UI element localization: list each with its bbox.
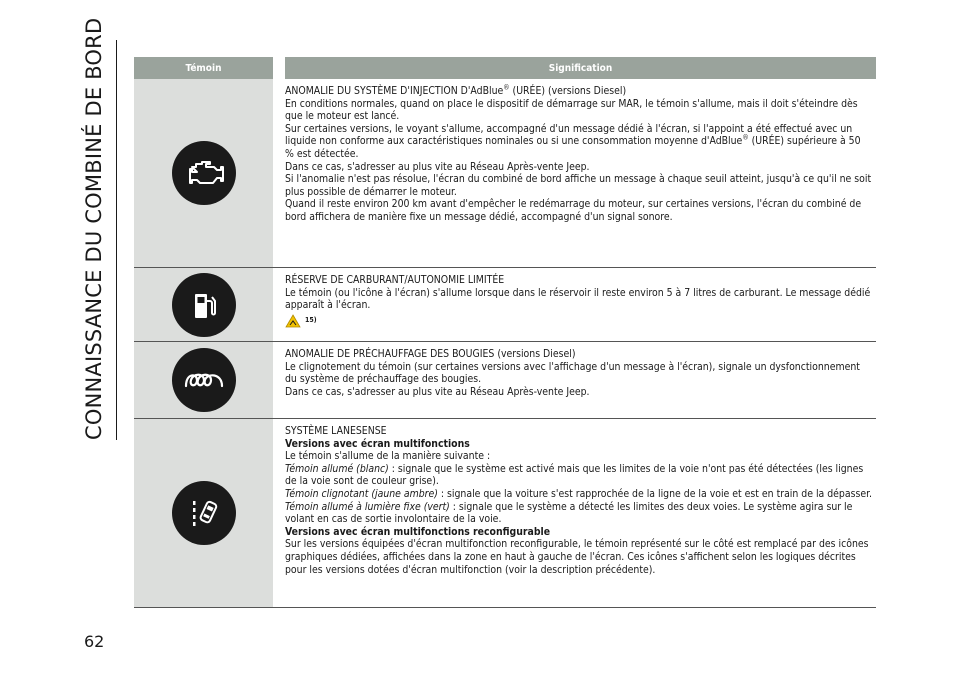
warning-lights-table (134, 57, 876, 608)
paragraph: Sur les versions équipées d'écran multifonction reconfigurable, le témoin représenté sur le côté est remplacé par des icônes graphiques dédiées, affichées dans la zone en haut à gauche de l'écran. Ces icônes s'affichent selon les logiques décrites pour les versions dotées d'écran multifonction (voir la description précédente). (285, 538, 869, 576)
row-title: ANOMALIE DE PRÉCHAUFFAGE DES BOUGIES (versions Diesel) (285, 348, 576, 360)
description-cell (285, 342, 876, 418)
section-title-text: CONNAISSANCE DU COMBINÉ DE BORD (82, 17, 106, 440)
paragraph: Témoin clignotant (jaune ambre) : signale que la voiture s'est rapprochée de la ligne de la voie et est en train de la dépasser. (285, 487, 872, 500)
table-row (134, 342, 876, 419)
header-signification: Signification (285, 57, 876, 79)
glow-plug-icon (172, 348, 236, 412)
row-title: RÉSERVE DE CARBURANT/AUTONOMIE LIMITÉE (285, 274, 505, 286)
paragraph: Le témoin (ou l'icône à l'écran) s'allume lorsque dans le réservoir il reste environ 5 à 7 litres de carburant. Le message dédié apparaît à l'écran. (285, 286, 871, 312)
icon-cell (134, 79, 273, 267)
table-header (134, 57, 876, 79)
icon-cell (134, 342, 273, 418)
paragraph: Le témoin s'allume de la manière suivante : (285, 450, 491, 463)
warning-triangle-icon (285, 314, 301, 328)
paragraph: Témoin allumé à lumière fixe (vert) : signale que le système a détecté les limites des deux voies. Le système agira sur le volant en cas de sortie involontaire de la voie. (285, 500, 853, 526)
description-cell (285, 419, 876, 607)
header-temoin: Témoin (134, 57, 273, 79)
fuel-pump-icon (172, 273, 236, 337)
engine-icon (172, 141, 236, 205)
icon-cell (134, 268, 273, 341)
table-row (134, 419, 876, 608)
side-divider (116, 40, 117, 440)
paragraph: Dans ce cas, s'adresser au plus vite au Réseau Après-vente Jeep. (285, 385, 590, 398)
table-row (134, 79, 876, 268)
lane-sense-icon (172, 481, 236, 545)
subheading: Versions avec écran multifonctions reconfigurable (285, 525, 551, 538)
paragraph: En conditions normales, quand on place le dispositif de démarrage sur MAR, le témoin s'allume, mais il doit s'éteindre dès que le moteur est lancé. (285, 97, 858, 123)
row-title: ANOMALIE DU SYSTÈME D'INJECTION D'AdBlue® (URÉE) (versions Diesel) (285, 83, 627, 97)
paragraph: Témoin allumé (blanc) : signale que le système est activé mais que les limites de la voie n'ont pas été détectées (les lignes de la voie sont de couleur grise). (285, 462, 864, 488)
paragraph: Sur certaines versions, le voyant s'allume, accompagné d'un message dédié à l'écran, si l'appoint a été effectué avec un liquide non conforme aux caractéristiques nominales ou si une consommation moyenne d'AdBlue® (URÉE) supérieure à 50 % est détectée. (285, 122, 861, 160)
section-side-title (80, 17, 120, 440)
warning-reference (285, 314, 872, 328)
paragraph: Si l'anomalie n'est pas résolue, l'écran du combiné de bord affiche un message à chaque seuil atteint, jusqu'à ce qu'il ne soit plus possible de démarrer le moteur. (285, 173, 872, 198)
icon-cell (134, 419, 273, 607)
paragraph: Le clignotement du témoin (sur certaines versions avec l'affichage d'un message à l'écran), signale un dysfonctionnement du système de préchauffage des bougies. (285, 360, 860, 386)
table-row (134, 268, 876, 342)
row-title: SYSTÈME LANESENSE (285, 425, 387, 437)
paragraph: Dans ce cas, s'adresser au plus vite au Réseau Après-vente Jeep. (285, 160, 590, 173)
description-cell (285, 79, 876, 267)
subheading: Versions avec écran multifonctions (285, 437, 470, 450)
description-cell (285, 268, 876, 341)
warning-ref-number: 15) (305, 316, 317, 325)
paragraph: Quand il reste environ 200 km avant d'empêcher le redémarrage du moteur, sur certaines versions, l'écran du combiné de bord affichera de manière fixe un message dédié, accompagné d'un signal sonore. (285, 198, 862, 223)
page-number: 62 (84, 632, 105, 651)
